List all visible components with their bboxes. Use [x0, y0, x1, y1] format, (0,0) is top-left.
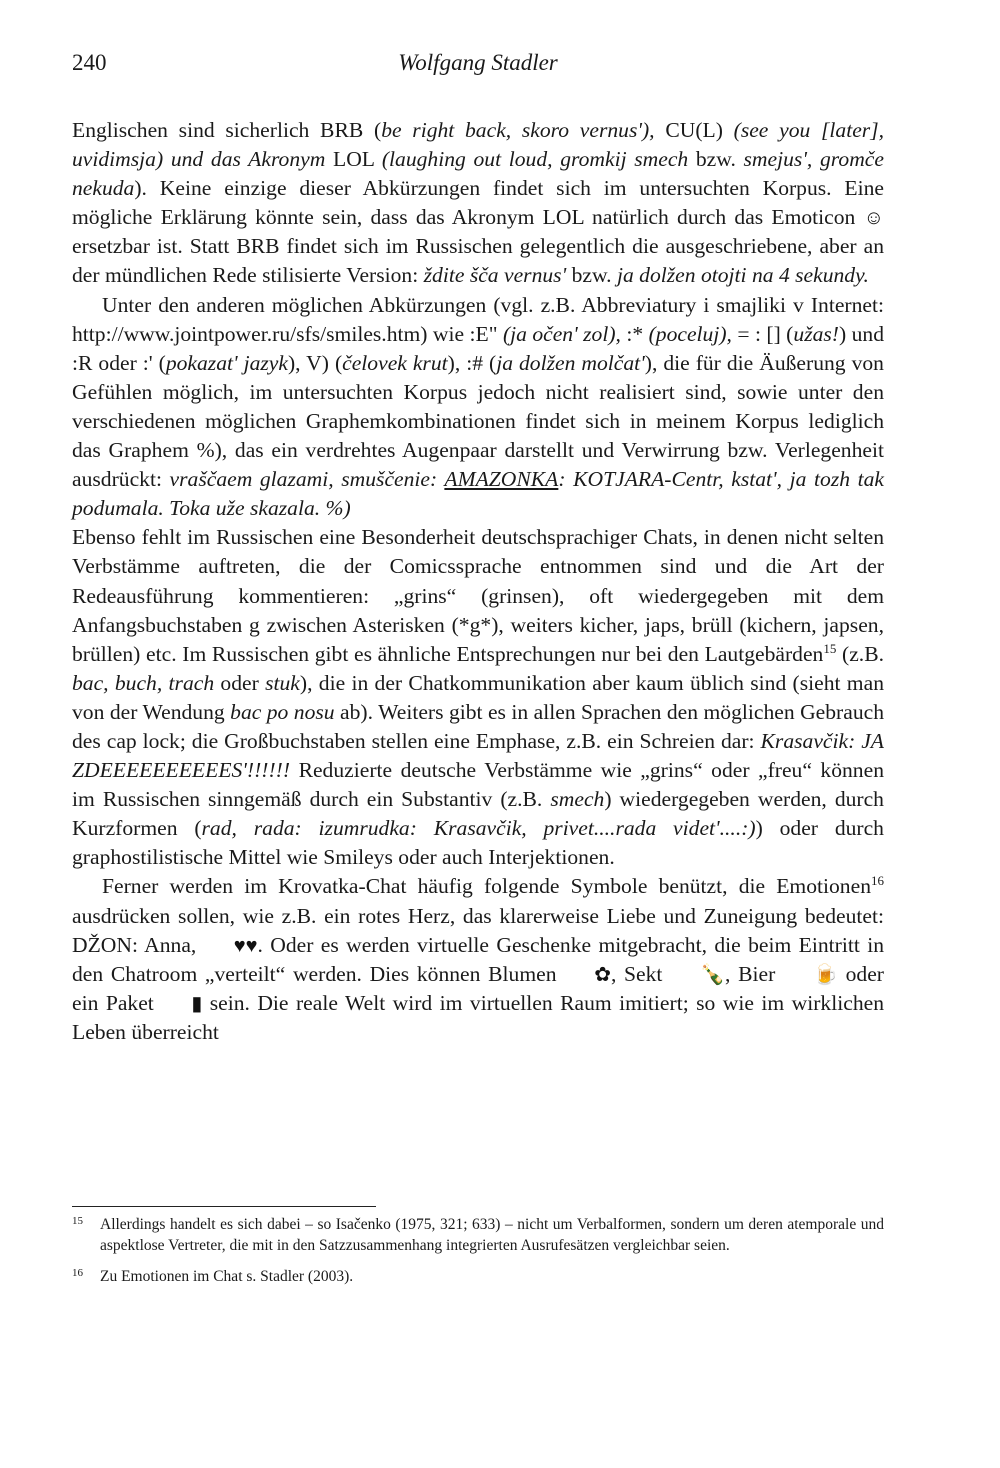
beer-mug-icon: 🍺 [813, 963, 838, 986]
text: ), :# ( [447, 350, 497, 375]
text: oder ein Paket [72, 961, 884, 1015]
page-header [72, 42, 884, 82]
italic-text: be right back, skoro vernus'), [381, 118, 655, 142]
hearts-icon: ♥♥ [233, 934, 258, 957]
footnote-15 [72, 1214, 884, 1256]
italic-text: (laughing out loud, gromkij smech [381, 147, 689, 172]
text: ), V) ( [287, 350, 343, 375]
page [72, 42, 884, 1047]
paragraph-3 [72, 523, 884, 872]
italic-text: (see you [later], uvidimsja) und das Akronym [72, 118, 885, 172]
smiley-icon: ☺ [863, 207, 884, 230]
footnote-number: 15 [72, 1215, 83, 1227]
text: Englischen sind sicherlich BRB ( [72, 118, 382, 142]
paragraph-4 [72, 872, 884, 1047]
text: ) und :R oder :' ( [72, 321, 884, 375]
text: Reduzierte deutsche Verbstämme wie „grins“ oder „freu“ können im Russischen sinngemäß durch ein Substantiv (z.B. [72, 758, 884, 812]
text: ab). Weiters gibt es in allen Sprachen den möglichen Gebrauch des cap lock; die Großbuchstaben stellen eine Emphase, z.B. ein Schreien dar: [72, 699, 884, 753]
italic-text: ždite šča vernus' [423, 263, 567, 288]
text: , Bier [725, 961, 784, 986]
italic-text: (poceluj), [648, 321, 732, 346]
footnote-16 [72, 1266, 884, 1287]
text: Ferner werden im Krovatka-Chat häufig folgende Symbole benützt, die Emotionen [102, 874, 871, 899]
flower-icon: ✿ [594, 963, 611, 986]
text: ). Keine einzige dieser Abkürzungen findet sich im untersuchten Korpus. Eine mögliche Erklärung könnte sein, dass das Akronym LOL natürlich durch das Emoticon [72, 176, 884, 230]
text: ) wiedergegeben werden, durch Kurzformen ( [72, 787, 884, 841]
text: oder [214, 670, 266, 695]
paragraph-2 [72, 291, 884, 524]
text: sein. Die reale Welt wird im virtuellen Raum imitiert; so wie im wirklichen Leben überreicht [72, 990, 884, 1044]
text: ), die in der Chatkommunikation aber kaum üblich sind (sieht man von der Wendung [72, 670, 884, 724]
italic-text: smech [550, 787, 605, 812]
italic-text: čelovek krut [342, 350, 448, 375]
sekt-bottle-icon: 🍾 [700, 963, 726, 986]
footnote-number: 16 [72, 1267, 83, 1279]
text: :* [620, 321, 649, 346]
text: ersetzbar ist. Statt BRB findet sich im Russischen gelegentlich die ausgeschriebene, aber an der mündlichen Rede stilisierte Version: [72, 234, 884, 288]
text: = : [] ( [731, 321, 794, 346]
footnote-text: Zu Emotionen im Chat s. Stadler (2003). [100, 1268, 354, 1285]
text: Ebenso fehlt im Russischen eine Besonderheit deutschsprachiger Chats, in denen nicht selten Verbstämme auftreten, die der Comicssprache entnommen sind und die Art der Redeausführung kommentieren: „grins“ (grinsen), oft wiedergegeben mit dem Anfangsbuchstaben g zwischen Asterisken (*g*), weiters kicher, japs, brüll (kichern, japsen, brüllen) etc. Im Russischen gibt es ähnliche Entsprechungen nur bei den Lautgebärden [72, 525, 884, 666]
italic-text: bac, buch, trach [72, 670, 215, 695]
text: , Sekt [610, 961, 671, 986]
footnote-ref-15[interactable]: 15 [823, 640, 837, 656]
text: bzw. [566, 263, 617, 288]
text: LOL [325, 147, 382, 172]
italic-text: (ja očen' zol), [502, 321, 621, 346]
italic-text: Krasavčik: JA ZDEEEEEEEEEES'!!!!!! [72, 728, 884, 783]
paragraph-1 [72, 116, 884, 291]
footnote-divider [72, 1206, 376, 1207]
italic-text: vraščaem glazami, smuščenie: [169, 467, 445, 492]
text: (z.B. [836, 641, 884, 666]
text: ) oder durch graphostilistische Mittel wie Smileys oder auch Interjektionen. [72, 816, 884, 870]
text: ), die für die Äußerung von Gefühlen möglich, im untersuchten Korpus jedoch nicht realisiert sind, sowie unter den verschiedenen möglichen Graphemkombinationen findet sich in meinem Korpus lediglich das Graphem %), das ein verdrehtes Augenpaar darstellt und Verwirrung bzw. Verlegenheit ausdrückt: [72, 350, 884, 492]
italic-text: užas! [793, 321, 839, 346]
page-number: 240 [72, 50, 107, 75]
italic-text: ja dolžen otojti na 4 sekundy. [616, 263, 869, 288]
footnote-ref-16[interactable]: 16 [871, 873, 884, 889]
italic-text: : KOTJARA-Centr, kstat', ja tozh tak podumala. Toka uže skazala. %) [72, 467, 884, 521]
italic-text: smejus', gromče nekuda [72, 147, 884, 201]
footnotes [72, 1214, 884, 1297]
text: . Oder es werden virtuelle Geschenke mitgebracht, die beim Eintritt in den Chatroom „verteilt“ werden. Dies können Blumen [72, 932, 884, 986]
italic-text: pokazat' jazyk [165, 350, 288, 375]
italic-text: ja dolžen molčat' [496, 350, 645, 375]
text: Unter den anderen möglichen Abkürzungen (vgl. z.B. Abbreviatury i smajliki v Internet: http://www.jointpower.ru/sfs/smiles.htm) wie :E" [72, 292, 884, 346]
footnote-text: Allerdings handelt es sich dabei – so Isačenko (1975, 321; 633) – nicht um Verbalformen, sondern um deren atemporale und aspektlose Vertreter, die mit in den Satzzusammenhang integrierten Ausrufesätzen vergleichbar seien. [100, 1216, 884, 1254]
text: CU(L) [654, 118, 734, 142]
italic-text: stuk [265, 670, 300, 695]
running-head: Wolfgang Stadler [398, 50, 558, 75]
italic-text: bac po nosu [230, 699, 335, 724]
underlined-italic-text: AMAZONKA [444, 467, 559, 492]
text: bzw. [688, 147, 744, 172]
package-icon: ▮ [191, 992, 203, 1015]
body-text [72, 116, 884, 1047]
italic-text: rad, rada: izumrudka: Krasavčik, privet....rada videt'....:) [201, 816, 756, 841]
text: ausdrücken sollen, wie z.B. ein rotes Herz, das klarerweise Liebe und Zuneigung bedeutet: DŽON: Anna, [72, 903, 884, 957]
